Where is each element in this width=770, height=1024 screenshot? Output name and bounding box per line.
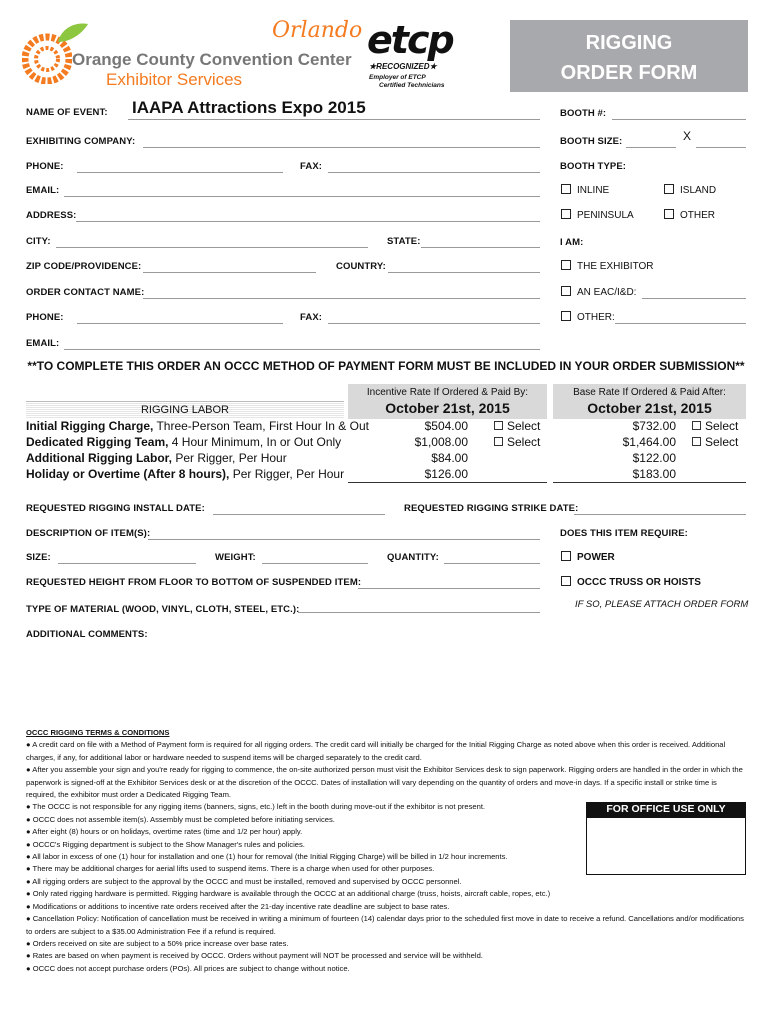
description-label: DESCRIPTION OF ITEM(S): [26, 528, 151, 539]
name-of-event-field[interactable] [128, 119, 540, 120]
address-field[interactable] [76, 221, 540, 222]
height-label: REQUESTED HEIGHT FROM FLOOR TO BOTTOM OF SUSPENDED ITEM: [26, 577, 362, 588]
truss-label: OCCC TRUSS OR HOISTS [577, 577, 701, 588]
checkbox-icon [561, 260, 571, 270]
incentive-price: $126.00 [424, 467, 468, 481]
booth-no-label: BOOTH #: [560, 108, 607, 119]
select-label: Select [507, 435, 541, 449]
material-label: TYPE OF MATERIAL (WOOD, VINYL, CLOTH, STEEL, ETC.): [26, 604, 300, 615]
base-divider [553, 482, 746, 483]
state-label: STATE: [387, 236, 421, 247]
checkbox-icon [494, 437, 503, 446]
terms-item: ● OCCC's Rigging department is subject to the Show Manager's rules and policies. [26, 839, 305, 849]
booth-size-label: BOOTH SIZE: [560, 136, 623, 147]
terms-item: ● There may be additional charges for aerial lifts used to suspend items. There is a charge when used for other purposes. [26, 864, 435, 874]
weight-field[interactable] [262, 563, 368, 564]
terms-item: ● All labor in excess of one (1) hour for installation and one (1) hour for removal (the Initial Rigging Charge) will be billed in 1/2 hour increments. [26, 852, 508, 862]
checkbox-icon [561, 286, 571, 296]
payment-notice: **TO COMPLETE THIS ORDER AN OCCC METHOD OF PAYMENT FORM MUST BE INCLUDED IN YOUR ORDER SUBMISSION** [27, 359, 745, 373]
incentive-price: $1,008.00 [414, 435, 468, 449]
i-am-other-label: OTHER: [577, 312, 615, 323]
install-date-label: REQUESTED RIGGING INSTALL DATE: [26, 503, 205, 514]
terms-item: ● The OCCC is not responsible for any rigging items (banners, signs, etc.) left in the booth during move-out if the exhibitor is not present. [26, 802, 486, 812]
terms-item: ● A credit card on file with a Method of Payment form is required for all rigging orders. The credit card will initially be charged for the Initial Rigging Charge as noted above when this order is received. Additional charges, if any, for additional labor or hardware needed to suspend items will be charged separately to the credit card. [26, 740, 726, 762]
email-label: EMAIL: [26, 185, 60, 196]
logo-city: Orlando [272, 18, 363, 43]
checkbox-icon [561, 209, 571, 219]
form-title [510, 20, 748, 92]
i-am-exhibitor-label: THE EXHIBITOR [577, 261, 654, 272]
terms-title: OCCC RIGGING TERMS & CONDITIONS [26, 728, 170, 737]
incentive-select-checkbox[interactable] [494, 419, 540, 433]
booth-type-island-checkbox[interactable] [664, 184, 716, 196]
base-price: $1,464.00 [622, 435, 676, 449]
order-contact-field[interactable] [143, 298, 540, 299]
booth-type-other-label: OTHER [680, 210, 715, 221]
incentive-select-checkbox[interactable] [494, 435, 540, 449]
logo-dept: Exhibitor Services [106, 70, 243, 89]
booth-size-separator: X [683, 129, 692, 143]
email-field[interactable] [64, 196, 540, 197]
table-row: Holiday or Overtime (After 8 hours), Per Rigger, Per Hour [26, 467, 345, 481]
name-of-event-label: NAME OF EVENT: [26, 107, 108, 118]
truss-checkbox[interactable] [561, 576, 701, 588]
base-rate-caption: Base Rate If Ordered & Paid After: [573, 387, 726, 398]
checkbox-icon [561, 311, 571, 321]
rigging-labor-title: RIGGING LABOR [140, 404, 230, 416]
booth-type-island-label: ISLAND [680, 185, 717, 196]
checkbox-icon [561, 551, 571, 561]
logo-org: Orange County Convention Center [72, 50, 352, 69]
quantity-label: QUANTITY: [387, 552, 439, 563]
office-use-label: FOR OFFICE USE ONLY [586, 802, 746, 817]
i-am-eac-label: AN EAC/I&D: [577, 287, 637, 298]
terms-item: ● OCCC does not assemble item(s). Assembly must be completed before initiating services. [26, 814, 335, 824]
email2-field[interactable] [64, 349, 540, 350]
etcp-wordmark: etcp [367, 18, 453, 62]
power-label: POWER [577, 552, 615, 563]
etcp-caption-2: Certified Technicians [379, 82, 445, 89]
checkbox-icon [692, 437, 701, 446]
booth-type-peninsula-checkbox[interactable] [561, 209, 634, 221]
state-field[interactable] [421, 247, 540, 248]
fax2-label: FAX: [300, 312, 323, 323]
city-field[interactable] [56, 247, 368, 248]
occc-logo [20, 18, 365, 92]
base-price: $183.00 [632, 467, 676, 481]
phone2-label: PHONE: [26, 312, 64, 323]
incentive-divider [348, 482, 547, 483]
require-label: DOES THIS ITEM REQUIRE: [560, 528, 688, 539]
zip-label: ZIP CODE/PROVIDENCE: [26, 261, 142, 272]
address-label: ADDRESS: [26, 210, 77, 221]
incentive-rate-date: October 21st, 2015 [385, 400, 510, 416]
booth-type-peninsula-label: PENINSULA [577, 210, 634, 221]
fax-label: FAX: [300, 161, 323, 172]
fax2-field[interactable] [328, 323, 540, 324]
etcp-caption-1: Employer of ETCP [369, 74, 426, 81]
form-title-line-2: ORDER FORM [560, 62, 698, 84]
size-field[interactable] [58, 563, 196, 564]
description-field[interactable] [148, 539, 540, 540]
terms-item: ● After eight (8) hours or on holidays, overtime rates (time and 1/2 per hour) apply. [26, 827, 303, 837]
terms-item: ● Only rated rigging hardware is permitted. Rigging hardware is available through the OCCC at an additional charge (truss, hoists, aircraft cable, ropes, etc.) [26, 889, 551, 899]
leaf-icon [56, 22, 90, 44]
select-label: Select [705, 435, 739, 449]
phone-label: PHONE: [26, 161, 64, 172]
comments-label: ADDITIONAL COMMENTS: [26, 629, 148, 640]
base-price: $732.00 [632, 419, 676, 433]
booth-type-inline-label: INLINE [577, 185, 610, 196]
terms-item: ● Modifications or additions to incentive rate orders received after the 21-day incentive rate deadline are subject to base rates. [26, 901, 450, 911]
base-price: $122.00 [632, 451, 676, 465]
office-use-box [586, 817, 746, 875]
attach-note: IF SO, PLEASE ATTACH ORDER FORM [575, 599, 749, 610]
booth-size-depth-field[interactable] [696, 147, 746, 148]
checkbox-icon [494, 421, 503, 430]
zip-field[interactable] [143, 272, 316, 273]
checkbox-icon [561, 184, 571, 194]
booth-type-inline-checkbox[interactable] [561, 184, 609, 196]
booth-type-label: BOOTH TYPE: [560, 161, 627, 172]
height-field[interactable] [358, 588, 540, 589]
terms-item: ● After you assemble your sign and you're ready for rigging to commence, the on-site authorized person must visit the Exhibitor Services desk to sign paperwork. Rigging orders are handled in the order in which the paperwork is signed-off at the Exhibitor Services desk or at the discretion of the OCCC. Dates of installation will vary depending on the quantity of orders and move-in days. If a specific install or strike time is required, the exhibitor must order a Dedicated Rigging Team. [26, 765, 743, 800]
strike-date-label: REQUESTED RIGGING STRIKE DATE: [404, 503, 579, 514]
size-label: SIZE: [26, 552, 51, 563]
select-label: Select [705, 419, 739, 433]
booth-size-width-field[interactable] [626, 147, 676, 148]
incentive-price: $84.00 [431, 451, 468, 465]
comments-field[interactable] [26, 645, 746, 715]
incentive-rate-header [348, 384, 547, 419]
form-title-line-1: RIGGING [585, 32, 673, 54]
i-am-label: I AM: [560, 237, 584, 248]
phone2-field[interactable] [77, 323, 283, 324]
checkbox-icon [664, 209, 674, 219]
name-of-event-value: IAAPA Attractions Expo 2015 [132, 98, 366, 117]
base-select-checkbox[interactable] [692, 435, 738, 449]
etcp-logo [365, 18, 475, 96]
strike-date-field[interactable] [574, 514, 746, 515]
etcp-badge: ★RECOGNIZED★ [369, 62, 437, 71]
booth-type-other-checkbox[interactable] [664, 209, 715, 221]
checkbox-icon [692, 421, 701, 430]
terms-item: ● All rigging orders are subject to the approval by the OCCC and must be installed, removed and supervised by OCCC personnel. [26, 876, 462, 886]
exhibiting-company-label: EXHIBITING COMPANY: [26, 136, 136, 147]
install-date-field[interactable] [213, 514, 385, 515]
i-am-other-checkbox[interactable] [561, 311, 615, 323]
base-rate-header [553, 384, 746, 419]
email2-label: EMAIL: [26, 338, 60, 349]
exhibiting-company-field[interactable] [143, 147, 540, 148]
table-row: Dedicated Rigging Team, 4 Hour Minimum, In or Out Only [26, 435, 342, 449]
rigging-labor-header [26, 401, 344, 418]
checkbox-icon [664, 184, 674, 194]
i-am-eac-checkbox[interactable] [561, 286, 636, 298]
incentive-price: $504.00 [424, 419, 468, 433]
city-label: CITY: [26, 236, 51, 247]
table-row: Additional Rigging Labor, Per Rigger, Per Hour [26, 451, 287, 465]
terms-item: ● Orders received on site are subject to a 50% price increase over base rates. [26, 938, 289, 948]
order-contact-label: ORDER CONTACT NAME: [26, 287, 145, 298]
terms-item: ● OCCC does not accept purchase orders (POs). All prices are subject to change without notice. [26, 963, 350, 973]
checkbox-icon [561, 576, 571, 586]
fax-field[interactable] [328, 172, 540, 173]
base-select-checkbox[interactable] [692, 419, 738, 433]
country-label: COUNTRY: [336, 261, 386, 272]
table-row: Initial Rigging Charge, Three-Person Team, First Hour In & Out [26, 419, 369, 433]
weight-label: WEIGHT: [215, 552, 256, 563]
terms-item: ● Cancellation Policy: Notification of cancellation must be received in writing a minimum of fourteen (14) calendar days prior to the scheduled first move in date to receive a refund. Cancellations and/or modifications to orders are subject to a $35.00 Administration Fee if a refund is required. [26, 914, 744, 936]
select-label: Select [507, 419, 541, 433]
i-am-eac-field[interactable] [642, 298, 746, 299]
terms-item: ● Rates are based on when payment is received by OCCC. Orders without payment will NOT be processed and service will be withheld. [26, 951, 483, 961]
base-rate-date: October 21st, 2015 [587, 400, 712, 416]
phone-field[interactable] [77, 172, 283, 173]
i-am-exhibitor-checkbox[interactable] [561, 260, 654, 272]
booth-no-field[interactable] [612, 119, 746, 120]
i-am-other-field[interactable] [615, 323, 746, 324]
material-field[interactable] [298, 612, 540, 613]
incentive-rate-caption: Incentive Rate If Ordered & Paid By: [366, 387, 529, 398]
quantity-field[interactable] [444, 563, 540, 564]
power-checkbox[interactable] [561, 551, 615, 563]
country-field[interactable] [388, 272, 540, 273]
